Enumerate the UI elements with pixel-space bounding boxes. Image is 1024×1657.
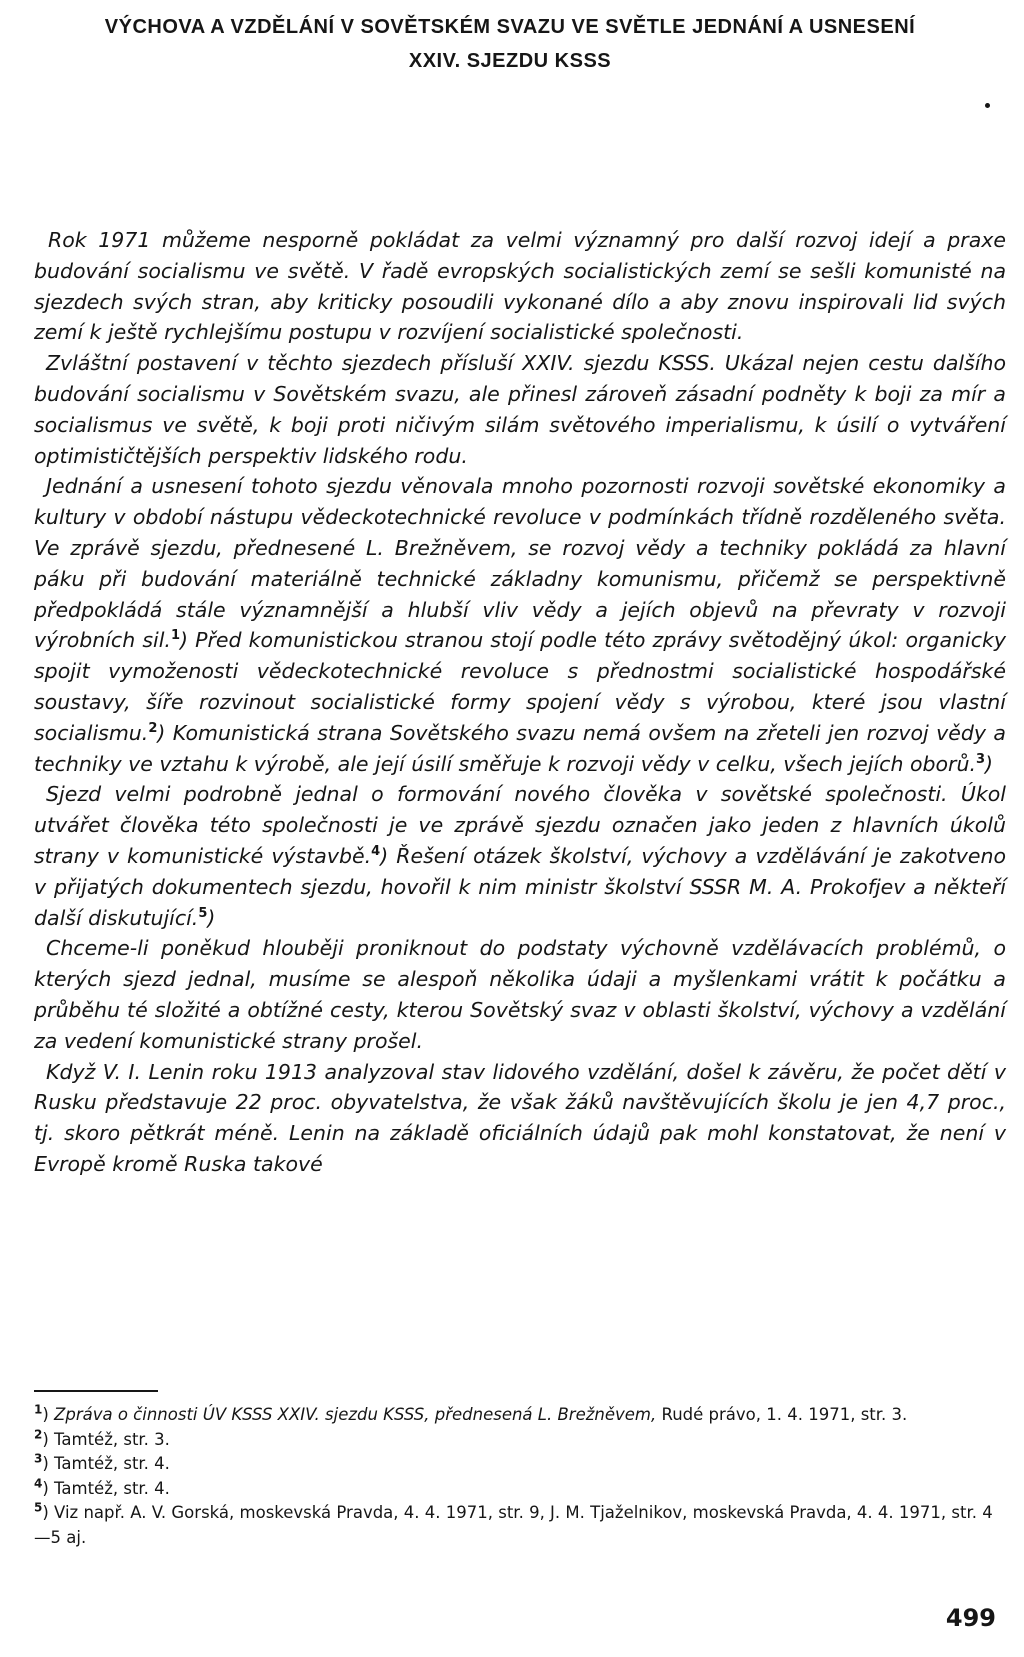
footnote-number: 5	[34, 1500, 43, 1515]
footnote-number: 4	[34, 1476, 43, 1490]
footnote-paren: )	[42, 1454, 55, 1473]
page-title-line-1: VÝCHOVA A VZDĚLÁNÍ V SOVĚTSKÉM SVAZU VE SVĚTLE JEDNÁNÍ A USNESENÍ	[104, 16, 916, 38]
footnote-paren: )	[42, 1478, 55, 1498]
footnote-text-italic: Zpráva o činnosti ÚV KSSS XXIV. sjezdu KSSS, přednesená L. Brežněvem,	[54, 1405, 657, 1424]
footnote-text: Rudé právo, 1. 4. 1971, str. 3.	[656, 1405, 908, 1424]
footnote-item	[34, 1403, 1006, 1428]
footnote-item	[34, 1501, 1006, 1550]
footnotes	[34, 1403, 1006, 1550]
footnote-text: Tamtéž, str. 4.	[54, 1478, 170, 1498]
footnote-separator	[34, 1390, 158, 1392]
page-title-line-2: XXIV. SJEZDU KSSS	[408, 50, 612, 72]
paragraph-text: ) Řešení otázek školství, výchovy a vzdělávání je zakotveno v přijatých dokumentech sjezdu, hovořil k nim ministr školství SSSR M. A. Prokofjev a někteří další diskutující.	[34, 843, 1006, 930]
footnote-ref: 1	[170, 628, 180, 644]
paragraph: Zvláštní postavení v těchto sjezdech přísluší XXIV. sjezdu KSSS. Ukázal nejen cestu dalšího budování socialismu v Sovětském svazu, ale přinesl zároveň zásadní podněty k boji za mír a socialismus ve světě, k boji proti ničivým silám světového imperialismu, k úsilí o vytváření optimističtějších perspektiv lidského rodu.	[34, 351, 1006, 468]
footnote-item	[34, 1428, 1006, 1453]
footnote-paren: )	[42, 1429, 55, 1449]
footnote-number: 3	[34, 1451, 43, 1466]
footnote-item	[34, 1452, 1006, 1477]
paragraph: Chceme-li poněkud hlouběji proniknout do podstaty výchovně vzdělávacích problémů, o kterých sjezd jednal, musíme se alespoň několika údaji a myšlenkami vrátit k počátku a průběhu té složité a obtížné cesty, kterou Sovětský svaz v oblasti školství, výchovy a vzdělání za vedení komunistické strany prošel.	[34, 936, 1006, 1053]
footnote-ref: 5	[198, 905, 208, 921]
article-body	[34, 225, 1006, 1180]
paragraph: Rok 1971 můžeme nesporně pokládat za velmi významný pro další rozvoj idejí a praxe budování socialismu ve světě. V řadě evropských socialistických zemí se sešli komunisté na sjezdech svých stran, aby kriticky posoudili vykonané dílo a aby znovu inspirovali lid svých zemí k ještě rychlejšímu postupu v rozvíjení socialistické společnosti.	[34, 228, 1006, 345]
footnote-ref: 4	[371, 844, 381, 860]
footnote-text: Viz např. A. V. Gorská, moskevská Pravda, 4. 4. 1971, str. 9, J. M. Tjaželnikov, moskevská Pravda, 4. 4. 1971, str. 4—5 aj.	[34, 1503, 993, 1547]
footnote-number: 2	[34, 1427, 43, 1441]
paragraph-text: )	[207, 905, 216, 930]
footnote-paren: )	[42, 1405, 55, 1424]
paragraph-text: ) Před komunistickou stranou stojí podle této zprávy světodějný úkol: organicky spojit vymoženosti vědeckotechnické revoluce s přednostmi socialistické hospodářské soustavy, šíře rozvinout socialistické formy spojení vědy s výrobou, které jsou vlastní socialismu.	[34, 628, 1006, 745]
stray-dot-mark	[985, 103, 990, 108]
footnote-text: Tamtéž, str. 4.	[54, 1454, 170, 1473]
footnote-paren: )	[42, 1503, 55, 1522]
footnote-item	[34, 1477, 1006, 1502]
paragraph	[34, 471, 1006, 779]
paragraph-text: )	[985, 751, 994, 776]
footnote-text: Tamtéž, str. 3.	[54, 1429, 170, 1449]
footnote-number: 1	[34, 1402, 43, 1417]
page-number: 499	[945, 1604, 996, 1632]
paragraph	[34, 779, 1006, 933]
paragraph: Když V. I. Lenin roku 1913 analyzoval stav lidového vzdělání, došel k závěru, že počet dětí v Rusku představuje 22 proc. obyvatelstva, že však žáků navštěvujících školu je jen 4,7 proc., tj. skoro pětkrát méně. Lenin na základě oficiálních údajů pak mohl konstatovat, že není v Evropě kromě Ruska takové	[34, 1059, 1006, 1176]
paragraph-text: Sjezd velmi podrobně jednal o formování nového člověka v sovětské společnosti. Úkol utvářet člověka této společnosti je ve zprávě sjezdu označen jako jeden z hlavních úkolů strany v komunistické výstavbě.	[34, 782, 1006, 868]
paragraph-text: Jednání a usnesení tohoto sjezdu věnovala mnoho pozornosti rozvoji sovětské ekonomiky a kultury v období nástupu vědeckotechnické revoluce v podmínkách třídně rozděleného světa. Ve zprávě sjezdu, přednesené L. Brežněvem, se rozvoj vědy a techniky pokládá za hlavní páku při budování materiálně technické základny komunismu, přičemž se perspektivně předpokládá stále významnější a hlubší vliv vědy a jejích objevů na převraty v rozvoji výrobních sil.	[34, 474, 1006, 653]
footnote-ref: 3	[976, 751, 986, 767]
paragraph-text: ) Komunistická strana Sovětského svazu nemá ovšem na zřeteli jen rozvoj vědy a techniky ve vztahu k výrobě, ale její úsilí směřuje k rozvoji vědy v celku, všech jejích oborů.	[34, 720, 1006, 776]
footnote-ref: 2	[148, 720, 158, 736]
